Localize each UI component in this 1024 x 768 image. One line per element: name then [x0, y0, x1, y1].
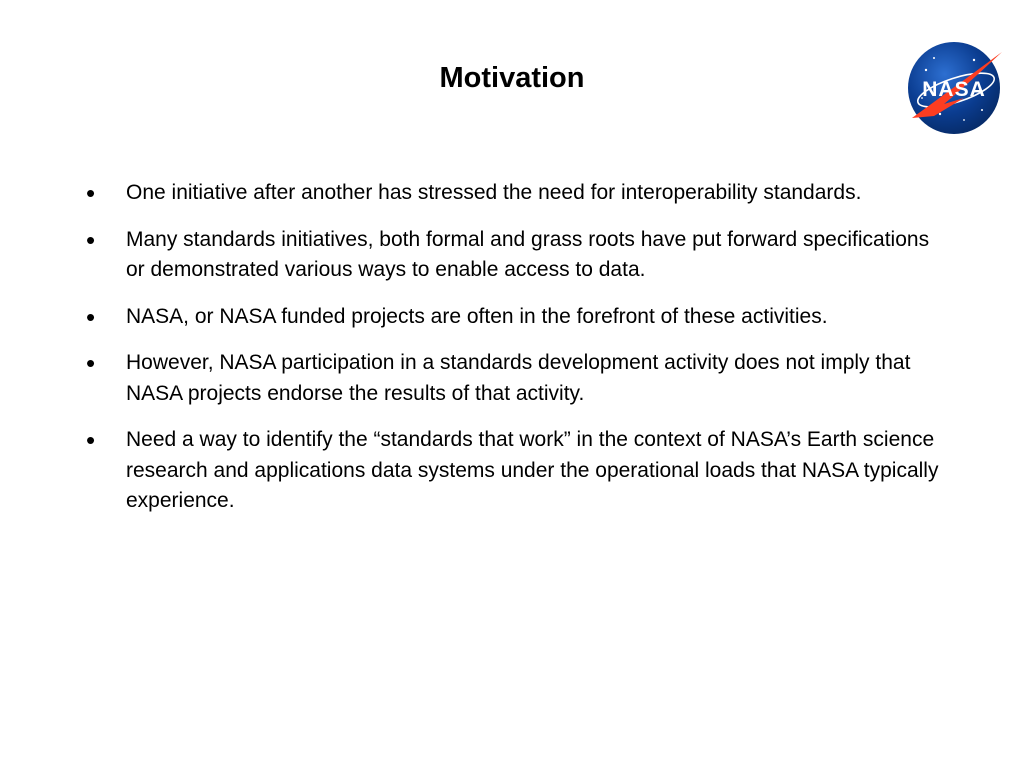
bullet-icon: • [86, 178, 96, 208]
nasa-logo-icon [904, 40, 1004, 136]
bullet-text: However, NASA participation in a standards development activity does not imply that NASA projects endorse the results of that activity. [126, 351, 911, 405]
bullet-icon: • [86, 301, 96, 332]
bullet-text: NASA, or NASA funded projects are often in the forefront of these activities. [126, 304, 828, 328]
bullet-text: One initiative after another has stressed the need for interoperability standards. [126, 181, 862, 204]
nasa-logo-text: NASA [922, 78, 986, 101]
bullet-text: Need a way to identify the “standards that work” in the context of NASA’s Earth science research and applications data systems under the operational loads that NASA typically experience. [126, 428, 939, 512]
bullet-item-4 [86, 348, 946, 409]
bullet-icon: • [86, 425, 96, 455]
slide-title: Motivation [439, 62, 585, 94]
bullet-item-3 [86, 302, 946, 333]
bullet-item-5 [86, 425, 946, 517]
bullet-icon: • [86, 224, 96, 255]
bullet-text: Many standards initiatives, both formal and grass roots have put forward specifications or demonstrated various ways to enable access to data. [126, 227, 930, 281]
bullet-item-1 [86, 178, 946, 209]
bullet-list [86, 178, 946, 533]
bullet-item-2 [86, 225, 946, 286]
bullet-icon: • [86, 348, 96, 378]
